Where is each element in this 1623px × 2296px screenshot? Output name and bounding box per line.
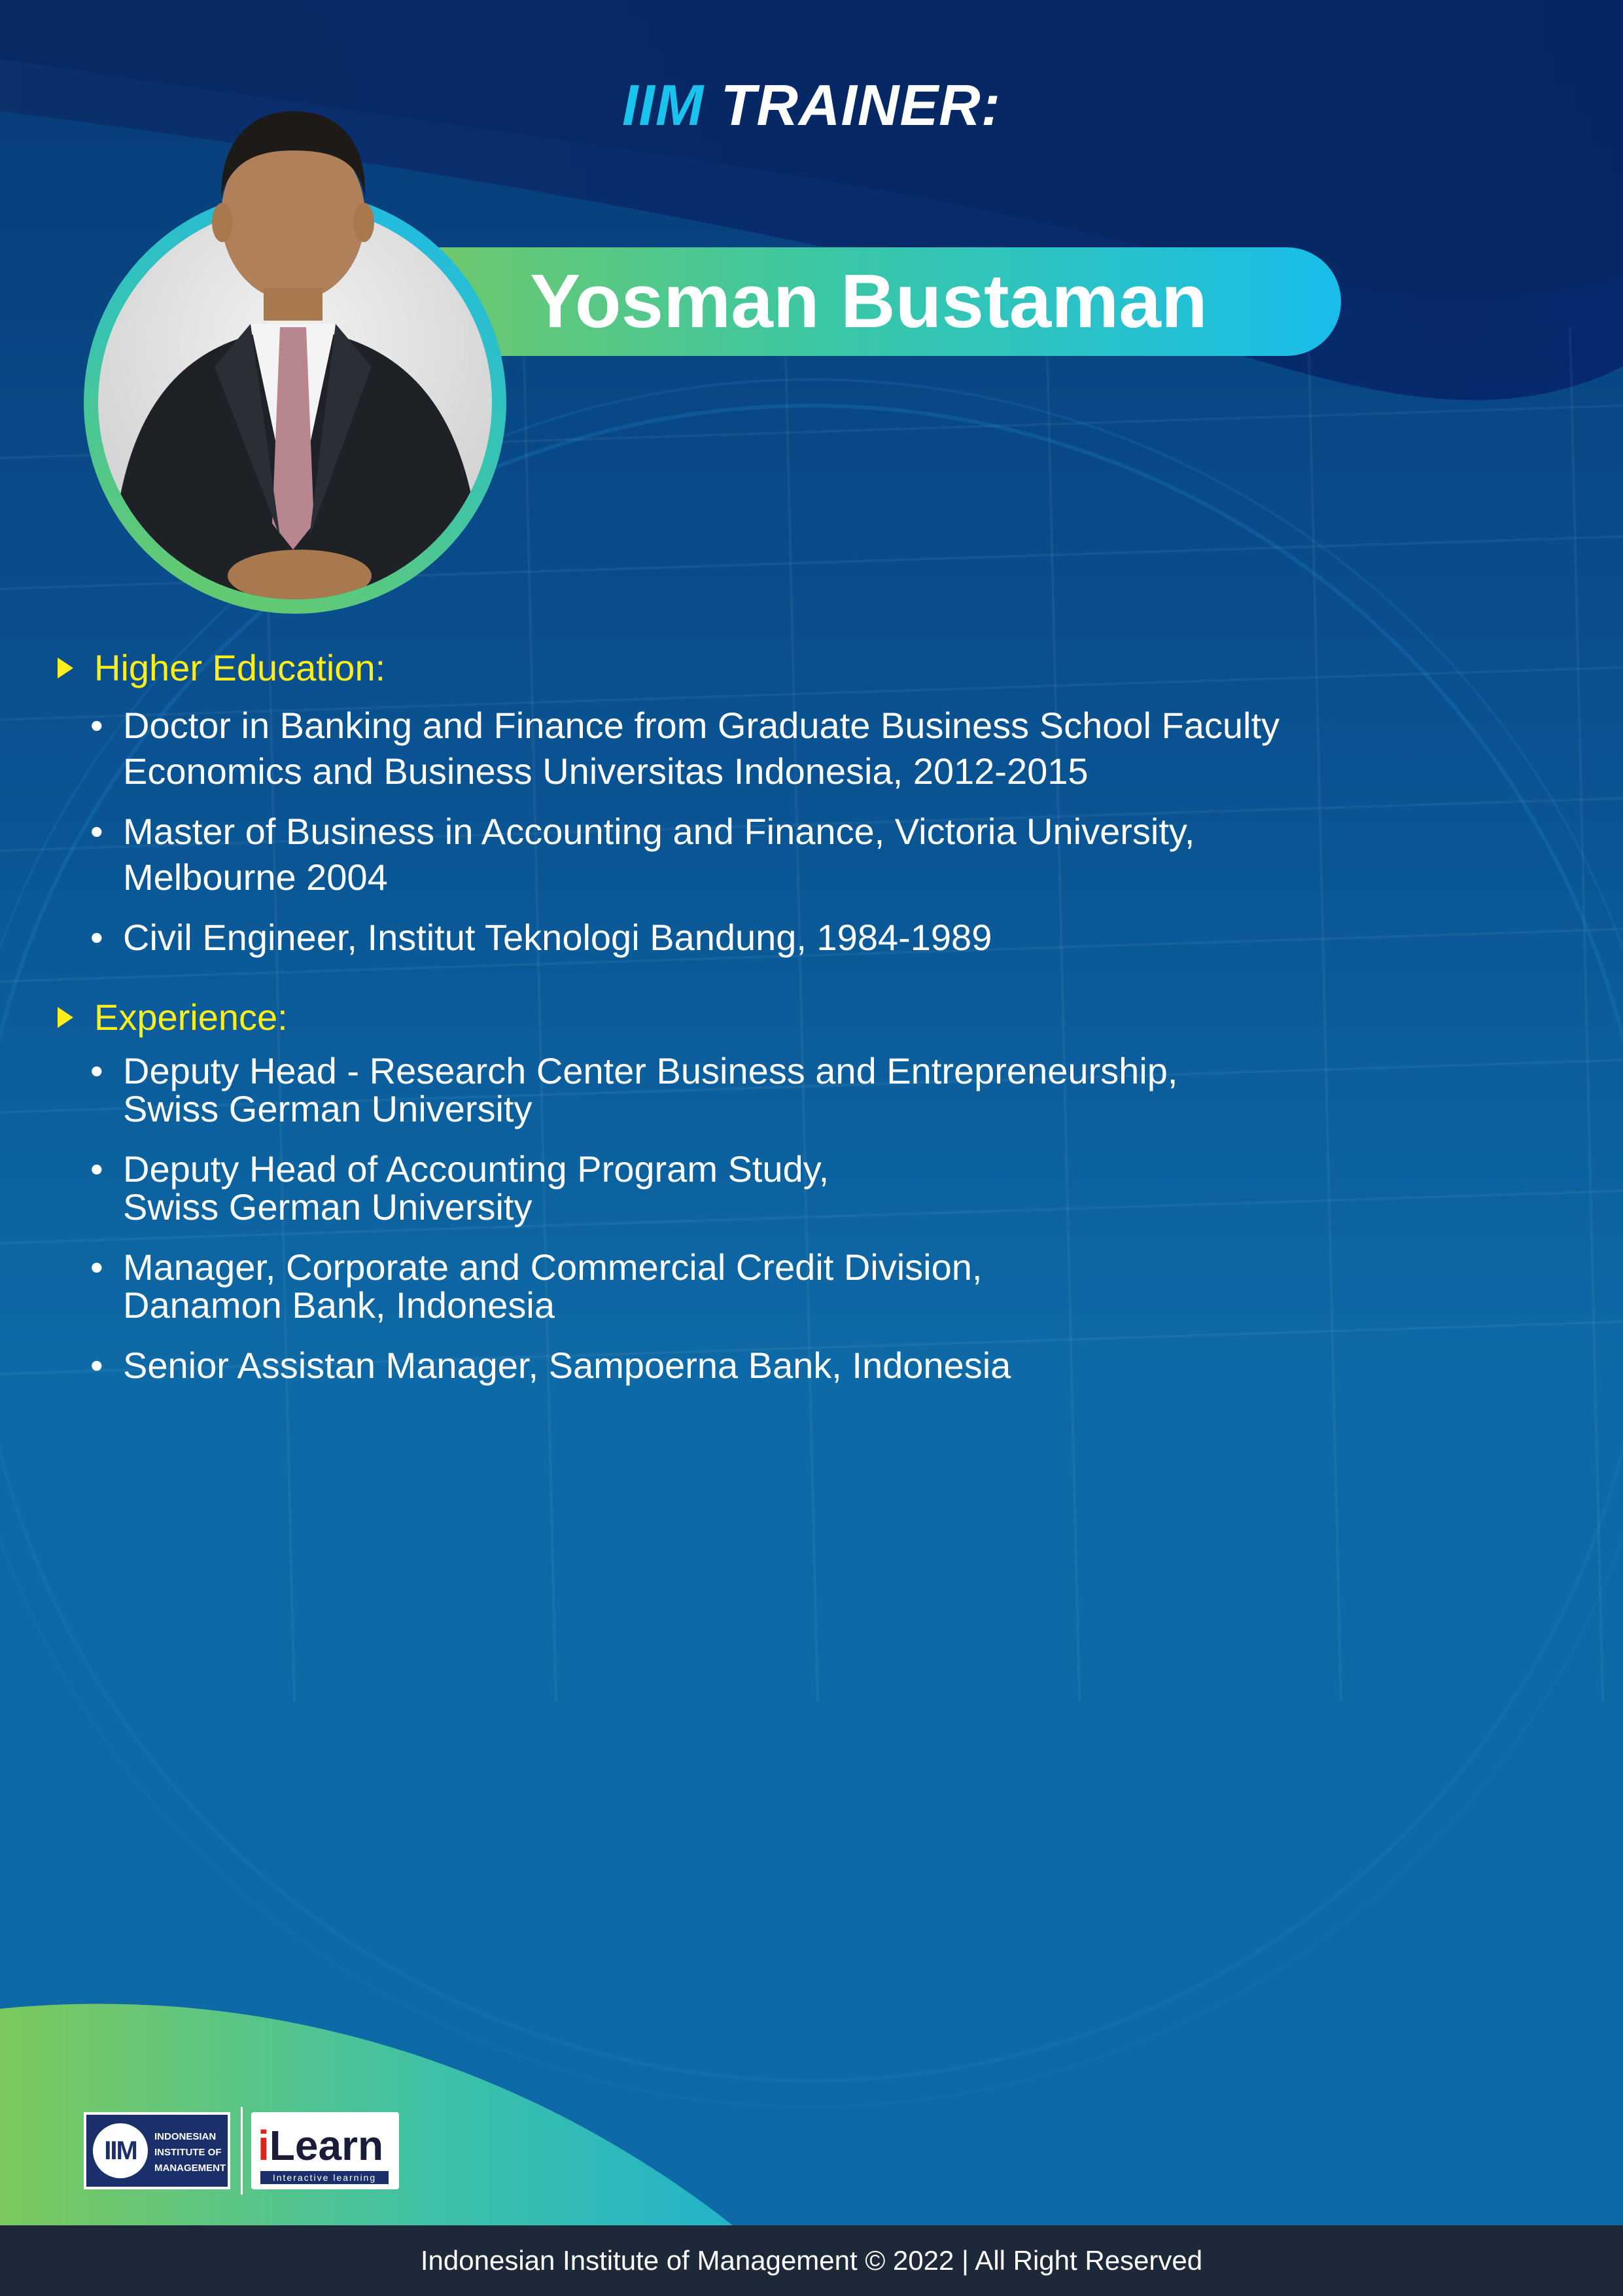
ilearn-logo	[251, 2112, 399, 2189]
education-item-text: Doctor in Banking and Finance from Graduate Business School Faculty Economics and Business Universitas Indonesia, 2012-2015	[123, 705, 1280, 792]
trainer-portrait-image	[84, 65, 506, 619]
education-item-text: Civil Engineer, Institut Teknologi Bandung, 1984-1989	[123, 917, 992, 958]
logo-divider	[241, 2107, 243, 2195]
experience-heading-text: Experience:	[94, 997, 288, 1038]
ilearn-brand-rest: Learn	[269, 2122, 384, 2169]
iim-logo-mark	[93, 2123, 148, 2178]
iim-logo-monogram: IIM	[104, 2136, 137, 2165]
ilearn-brand	[258, 2121, 383, 2170]
experience-item-text: Senior Assistan Manager, Sampoerna Bank, Indonesia	[123, 1345, 1011, 1386]
experience-item: • Manager, Corporate and Commercial Credit Division, Danamon Bank, Indonesia	[90, 1248, 1529, 1324]
iim-logo-word: INSTITUTE OF	[154, 2147, 222, 2158]
experience-item: • Senior Assistan Manager, Sampoerna Bank, Indonesia	[90, 1347, 1529, 1385]
iim-logo-word: INDONESIAN	[154, 2131, 217, 2142]
education-item: • Doctor in Banking and Finance from Graduate Business School Faculty Economics and Business Universitas Indonesia, 2012-2015	[90, 703, 1529, 794]
triangle-bullet-icon	[58, 1007, 73, 1028]
iim-logo	[84, 2112, 230, 2189]
experience-item-text: Deputy Head - Research Center Business and Entrepreneurship, Swiss German University	[123, 1050, 1178, 1129]
footer-text: Indonesian Institute of Management © 2022 | All Right Reserved	[420, 2245, 1203, 2276]
education-item-text: Master of Business in Accounting and Finance, Victoria University, Melbourne 2004	[123, 811, 1195, 898]
trainer-name: Yosman Bustaman	[530, 258, 1208, 344]
education-heading	[58, 646, 385, 689]
education-item: • Civil Engineer, Institut Teknologi Bandung, 1984-1989	[90, 915, 1529, 961]
iim-logo-words	[154, 2129, 228, 2176]
triangle-bullet-icon	[58, 658, 73, 679]
header-title-text: TRAINER:	[704, 73, 1002, 137]
experience-item: • Deputy Head - Research Center Business and Entrepreneurship, Swiss German University	[90, 1052, 1529, 1128]
iim-logo-word: MANAGEMENT	[154, 2163, 226, 2174]
header-accent: IIM	[621, 73, 705, 137]
experience-item-text: Manager, Corporate and Commercial Credit Division, Danamon Bank, Indonesia	[123, 1246, 983, 1326]
ilearn-brand-i: i	[258, 2122, 270, 2169]
experience-item: • Deputy Head of Accounting Program Study, Swiss German University	[90, 1150, 1529, 1226]
experience-heading	[58, 996, 288, 1038]
education-heading-text: Higher Education:	[94, 647, 386, 688]
ilearn-tagline: Interactive learning	[260, 2171, 389, 2184]
education-item: • Master of Business in Accounting and Finance, Victoria University, Melbourne 2004	[90, 809, 1529, 900]
experience-item-text: Deputy Head of Accounting Program Study, Swiss German University	[123, 1148, 829, 1227]
